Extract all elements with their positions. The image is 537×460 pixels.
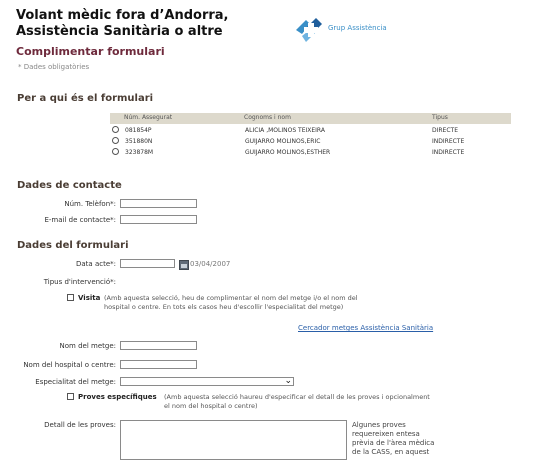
logo-mark-icon bbox=[294, 14, 326, 44]
speciality-label: Especialitat del metge: bbox=[35, 378, 116, 386]
insured-table-header bbox=[110, 113, 511, 124]
insured-name: GUIJARRO MOLINOS,ERIC bbox=[245, 138, 321, 145]
phone-label: Núm. Telèfon*: bbox=[64, 200, 116, 208]
visit-checkbox[interactable] bbox=[67, 294, 74, 301]
insured-name: ALICIA ,MOLINOS TEIXEIRA bbox=[245, 127, 325, 134]
column-header-type: Tipus bbox=[432, 114, 448, 121]
date-input[interactable] bbox=[120, 259, 175, 268]
date-hint: 03/04/2007 bbox=[190, 260, 231, 268]
email-input[interactable] bbox=[120, 215, 197, 224]
insured-number: 323878M bbox=[125, 149, 154, 156]
column-header-name: Cognoms i nom bbox=[244, 114, 291, 121]
date-label: Data acte*: bbox=[76, 260, 116, 268]
tests-detail-textarea[interactable] bbox=[120, 420, 347, 460]
insured-number: 351880N bbox=[125, 138, 153, 145]
page-title: Volant mèdic fora d’Andorra, Assistència Sanitària o altre bbox=[16, 8, 229, 39]
tests-label: Proves específiques bbox=[78, 393, 157, 401]
email-label: E-mail de contacte*: bbox=[44, 216, 116, 224]
section-title-form: Dades del formulari bbox=[17, 240, 129, 251]
table-row[interactable] bbox=[112, 138, 512, 148]
section-title-insured: Per a qui és el formulari bbox=[17, 93, 154, 104]
section-title-contact: Dades de contacte bbox=[17, 180, 122, 191]
tests-checkbox[interactable] bbox=[67, 393, 74, 400]
insured-number: 081854P bbox=[125, 127, 152, 134]
phone-input[interactable] bbox=[120, 199, 197, 208]
speciality-select[interactable] bbox=[120, 377, 294, 386]
intervention-label: Tipus d'intervenció*: bbox=[43, 278, 116, 286]
insured-type: INDIRECTE bbox=[432, 138, 465, 145]
doctor-name-input[interactable] bbox=[120, 341, 197, 350]
tests-description: (Amb aquesta selecció haureu d'especificar el detall de les proves i opcionalment el nom del hospital o centre) bbox=[164, 393, 430, 410]
company-logo bbox=[294, 14, 404, 44]
insured-radio[interactable] bbox=[112, 148, 119, 155]
logo-text: Grup Assistència bbox=[328, 24, 387, 32]
insured-radio[interactable] bbox=[112, 126, 119, 133]
required-note: * Dades obligatòries bbox=[18, 63, 90, 71]
column-header-number: Núm. Assegurat bbox=[124, 114, 173, 121]
visit-description: (Amb aquesta selecció, heu de complimentar el nom del metge i/o el nom del hospital o centre. En tots els casos heu d'escollir l'especialitat del metge) bbox=[104, 294, 358, 311]
hospital-name-input[interactable] bbox=[120, 360, 197, 369]
chevron-down-icon: ⌄ bbox=[284, 376, 292, 386]
insured-type: INDIRECTE bbox=[432, 149, 465, 156]
form-subtitle: Complimentar formulari bbox=[16, 45, 165, 58]
table-row[interactable] bbox=[112, 127, 512, 137]
calendar-icon[interactable] bbox=[179, 260, 189, 270]
insured-type: DIRECTE bbox=[432, 127, 458, 134]
doctor-name-label: Nom del metge: bbox=[59, 342, 116, 350]
insured-radio[interactable] bbox=[112, 137, 119, 144]
visit-label: Visita bbox=[78, 294, 101, 302]
doctor-search-link[interactable]: Cercador metges Assistència Sanitària bbox=[298, 324, 434, 332]
insured-name: GUIJARRO MOLINOS,ESTHER bbox=[245, 149, 331, 156]
table-row[interactable] bbox=[112, 149, 512, 159]
tests-side-note: Algunes proves requereixen entesa prèvia de l'àrea mèdica de la CASS, en aquest bbox=[352, 421, 435, 456]
tests-detail-label: Detall de les proves: bbox=[44, 421, 116, 429]
hospital-name-label: Nom del hospital o centre: bbox=[23, 361, 116, 369]
